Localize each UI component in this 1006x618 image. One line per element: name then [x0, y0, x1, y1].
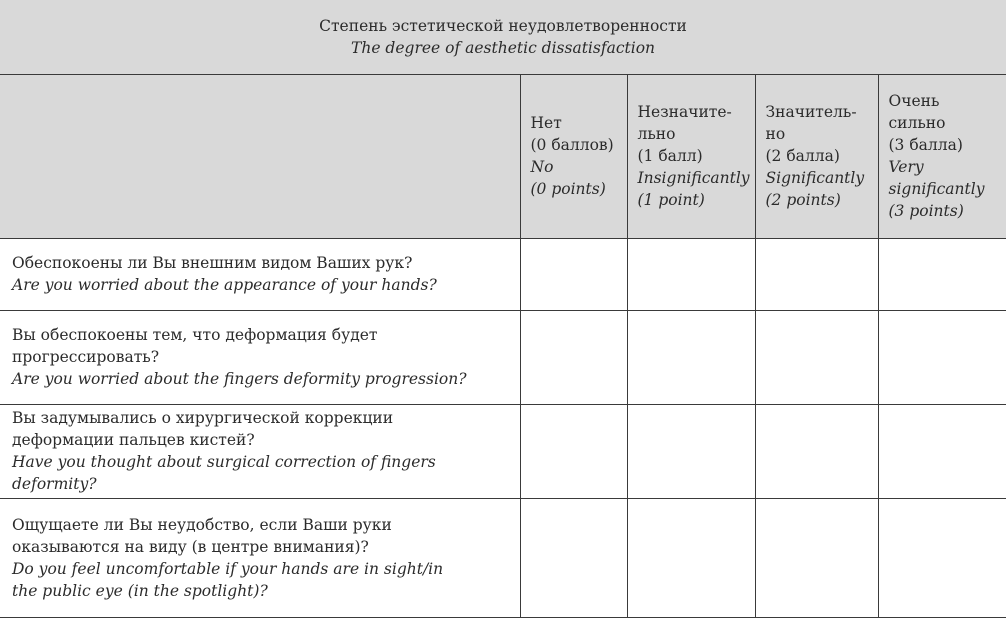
- column-header-line: Очень: [888, 92, 940, 110]
- question-en: [12, 368, 512, 390]
- column-header-en: [766, 167, 872, 211]
- answer-cell-very-significantly[interactable]: [878, 498, 1006, 617]
- question-row: [0, 238, 1006, 310]
- title-row: [0, 0, 1006, 74]
- column-header-en: [531, 156, 621, 200]
- question-line: деформации пальцев кистей?: [12, 431, 255, 449]
- answer-cell-very-significantly[interactable]: [878, 310, 1006, 404]
- question-ru: [12, 324, 512, 368]
- question-row: [0, 404, 1006, 498]
- column-header-line: (2 points): [765, 191, 841, 209]
- question-line: Are you worried about the fingers deformity progression?: [12, 370, 467, 388]
- answer-cell-significantly[interactable]: [755, 498, 878, 617]
- answer-cell-very-significantly[interactable]: [878, 404, 1006, 498]
- column-header-line: No: [530, 158, 554, 176]
- question-row: [0, 310, 1006, 404]
- column-header-line: significantly: [888, 180, 985, 198]
- column-header-ru: [766, 101, 872, 167]
- question-line: Вы задумывались о хирургической коррекции: [12, 409, 394, 427]
- question-line: оказываются на виду (в центре внимания)?: [12, 537, 369, 556]
- answer-cell-no[interactable]: [520, 404, 627, 498]
- column-header-line: (3 балла): [888, 136, 963, 154]
- column-header-ru: [889, 90, 1001, 156]
- answer-cell-significantly[interactable]: [755, 310, 878, 404]
- question-line: Вы обеспокоены тем, что деформация будет: [12, 326, 378, 344]
- column-header-insignificantly: [627, 74, 755, 238]
- question-en: [12, 274, 512, 296]
- column-header-line: Significantly: [765, 169, 865, 187]
- question-ru: [12, 407, 512, 451]
- column-header-line: (3 points): [888, 202, 964, 220]
- question-line: the public eye (in the spotlight)?: [12, 581, 268, 600]
- answer-cell-no[interactable]: [520, 238, 627, 310]
- question-line: Do you feel uncomfortable if your hands are in sight/in: [12, 559, 444, 578]
- answer-cell-very-significantly[interactable]: [878, 238, 1006, 310]
- question-en: [12, 451, 512, 495]
- title-en: The degree of aesthetic dissatisfaction: [351, 38, 656, 57]
- question-cell: [0, 498, 520, 617]
- column-header-line: Значитель-: [765, 103, 857, 121]
- question-line: Обеспокоены ли Вы внешним видом Ваших рук?: [12, 254, 413, 272]
- column-header-line: но: [765, 125, 786, 143]
- question-cell: [0, 404, 520, 498]
- empty-corner-cell: [0, 74, 520, 238]
- column-header-line: (1 point): [637, 191, 705, 209]
- column-header-line: (2 балла): [765, 147, 840, 165]
- table-title: [0, 0, 1006, 74]
- answer-cell-no[interactable]: [520, 498, 627, 617]
- column-header-ru: [531, 112, 621, 156]
- question-line: Are you worried about the appearance of your hands?: [12, 276, 437, 294]
- question-ru: [12, 252, 512, 274]
- column-header-significantly: [755, 74, 878, 238]
- column-header-en: [638, 167, 749, 211]
- column-header-line: Незначите-: [637, 103, 732, 121]
- answer-cell-insignificantly[interactable]: [627, 238, 755, 310]
- question-line: Have you thought about surgical correction of fingers deformity?: [12, 453, 436, 493]
- column-header-en: [889, 156, 1001, 222]
- column-header-line: (0 points): [530, 180, 606, 198]
- answer-cell-significantly[interactable]: [755, 404, 878, 498]
- column-header-line: Insignificantly: [637, 169, 750, 187]
- column-header-line: (1 балл): [637, 147, 703, 165]
- title-ru: Степень эстетической неудовлетворенности: [319, 16, 687, 35]
- answer-cell-insignificantly[interactable]: [627, 404, 755, 498]
- answer-cell-no[interactable]: [520, 310, 627, 404]
- question-cell: [0, 238, 520, 310]
- column-header-row: [0, 74, 1006, 238]
- column-header-line: Very: [888, 158, 924, 176]
- column-header-line: сильно: [888, 114, 946, 132]
- answer-cell-significantly[interactable]: [755, 238, 878, 310]
- question-row: [0, 498, 1006, 617]
- question-line: прогрессировать?: [12, 348, 160, 366]
- column-header-very-significantly: [878, 74, 1006, 238]
- column-header-no: [520, 74, 627, 238]
- question-line: Ощущаете ли Вы неудобство, если Ваши руки: [12, 515, 392, 534]
- column-header-ru: [638, 101, 749, 167]
- question-en: [12, 558, 512, 602]
- column-header-line: (0 баллов): [530, 136, 614, 154]
- question-cell: [0, 310, 520, 404]
- answer-cell-insignificantly[interactable]: [627, 498, 755, 617]
- column-header-line: Нет: [530, 114, 562, 132]
- column-header-line: льно: [637, 125, 676, 143]
- question-ru: [12, 514, 512, 558]
- answer-cell-insignificantly[interactable]: [627, 310, 755, 404]
